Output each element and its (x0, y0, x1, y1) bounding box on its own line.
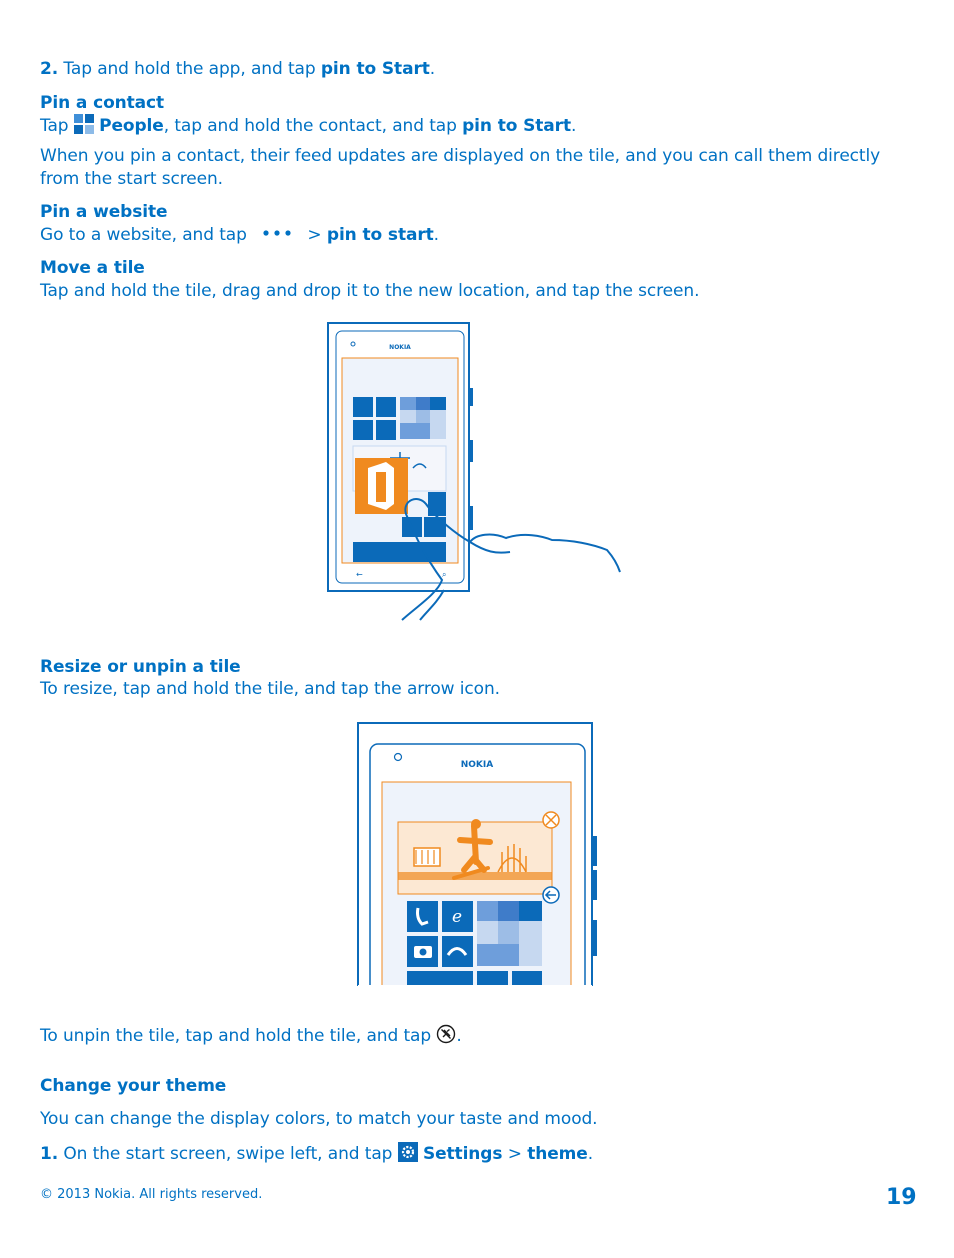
pin-contact-line (40, 114, 576, 138)
copyright: © 2013 Nokia. All rights reserved. (40, 1187, 263, 1202)
punct: . (433, 225, 439, 245)
pin-to-start-term: pin to Start (320, 59, 430, 79)
tap-word: Tap (40, 116, 69, 136)
settings-tile-icon (398, 1142, 418, 1162)
theme-step-1 (40, 1142, 593, 1166)
pin-contact-para-1: When you pin a contact, their feed updates are displayed on the tile, and you can call them directly (40, 146, 881, 166)
unpin-text: To unpin the tile, tap and hold the tile, and tap (40, 1026, 432, 1046)
punct: . (429, 59, 436, 79)
step-number: 2. (40, 59, 59, 79)
pin-website-text: Go to a website, and tap (40, 225, 247, 245)
punct: . (571, 116, 577, 136)
svg-text:e: e (451, 907, 463, 927)
heading-resize-tile: Resize or unpin a tile (40, 657, 241, 677)
people-tile-icon (74, 114, 94, 134)
pin-to-start-term: pin to Start (462, 116, 571, 136)
pin-contact-para-2: from the start screen. (40, 169, 223, 189)
heading-pin-contact: Pin a contact (40, 93, 165, 113)
phone-brand: NOKIA (460, 760, 494, 770)
step-number: 1. (40, 1144, 59, 1164)
step-text: On the start screen, swipe left, and tap (63, 1144, 393, 1164)
punct: . (456, 1026, 462, 1046)
step-2-line (40, 58, 435, 81)
resize-text: To resize, tap and hold the tile, and tap the arrow icon. (40, 679, 500, 699)
phone-brand: NOKIA (389, 344, 411, 351)
phone-move-tile-illustration (320, 318, 630, 634)
more-dots-icon (252, 227, 302, 239)
people-term: People (99, 116, 164, 136)
svg-text:⌕: ⌕ (442, 570, 447, 579)
phone-resize-tile-illustration (356, 720, 600, 988)
heading-pin-website: Pin a website (40, 202, 168, 222)
settings-term: Settings (422, 1144, 503, 1164)
pin-to-start-term: pin to start (326, 225, 434, 245)
heading-move-tile: Move a tile (40, 258, 145, 278)
unpin-line (40, 1024, 462, 1048)
theme-term: theme (527, 1144, 588, 1164)
gt-sign: > (507, 1144, 522, 1164)
pin-website-line (40, 224, 439, 247)
heading-change-theme: Change your theme (40, 1076, 227, 1096)
gt-sign: > (307, 225, 322, 245)
pin-contact-mid: , tap and hold the contact, and tap (163, 116, 457, 136)
unpin-icon (436, 1024, 456, 1044)
theme-intro: You can change the display colors, to match your taste and mood. (40, 1109, 598, 1129)
step-text: Tap and hold the app, and tap (63, 59, 316, 79)
page-number: 19 (886, 1185, 917, 1210)
punct: . (587, 1144, 594, 1164)
move-tile-text: Tap and hold the tile, drag and drop it to the new location, and tap the screen. (40, 281, 700, 301)
svg-text:←: ← (356, 570, 363, 579)
